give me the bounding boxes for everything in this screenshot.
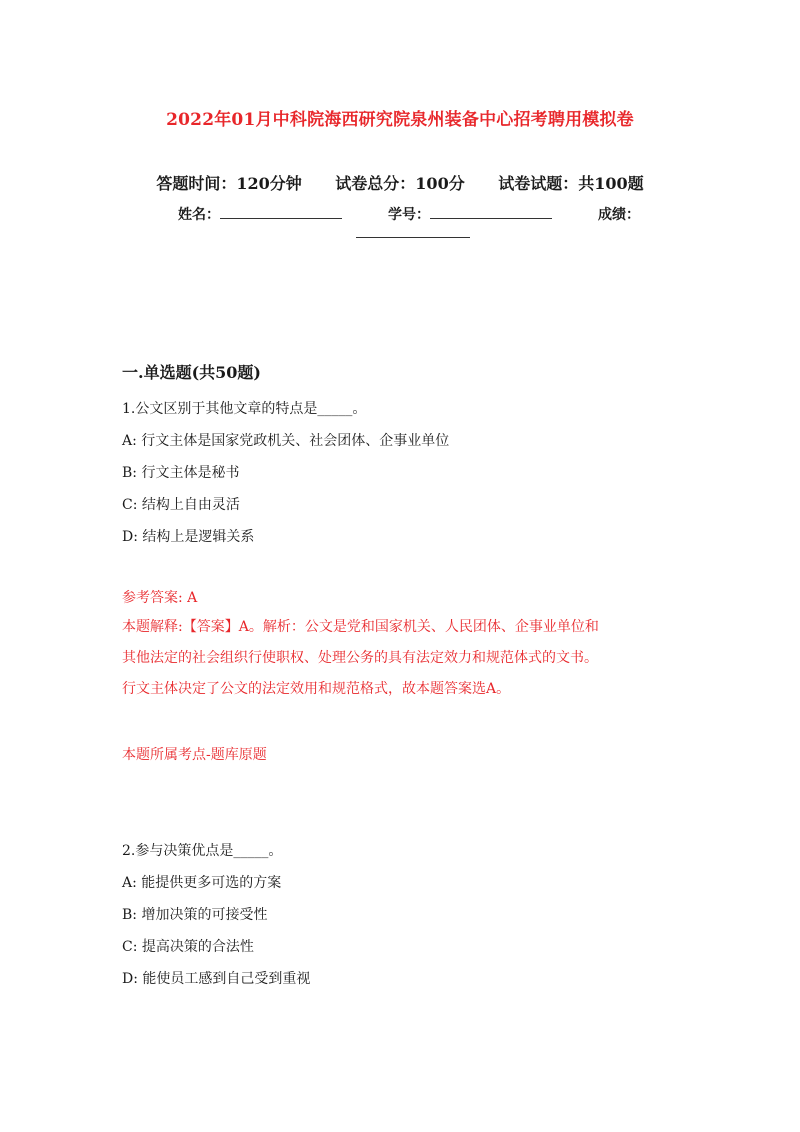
explanation-line: 本题解释:【答案】A。解析：公文是党和国家机关、人民团体、企事业单位和: [122, 619, 599, 635]
reference-answer: 参考答案: A: [122, 590, 198, 606]
option-a: A: 能提供更多可选的方案: [122, 875, 282, 891]
page-title: 2022年01月中科院海西研究院泉州装备中心招考聘用模拟卷: [166, 110, 634, 130]
option-a: A: 行文主体是国家党政机关、社会团体、企事业单位: [122, 433, 450, 449]
topic-tag: 本题所属考点-题库原题: [122, 747, 267, 763]
option-b: B: 增加决策的可接受性: [122, 907, 268, 923]
option-c: C: 结构上自由灵活: [122, 497, 240, 513]
question-stem: 1.公文区别于其他文章的特点是_____。: [122, 401, 367, 417]
name-label: 姓名：: [178, 207, 220, 223]
explanation-line: 其他法定的社会组织行使职权、处理公务的具有法定效力和规范体式的文书。: [122, 650, 598, 666]
exam-time: 答题时间：120分钟: [156, 174, 302, 193]
score-label: 成绩：: [598, 207, 640, 223]
option-b: B: 行文主体是秘书: [122, 465, 240, 481]
exam-meta: [0, 171, 800, 194]
option-c: C: 提高决策的合法性: [122, 939, 254, 955]
explanation-line: 行文主体决定了公文的法定效用和规范格式，故本题答案选A。: [122, 681, 511, 697]
question-stem: 2.参与决策优点是_____。: [122, 843, 283, 859]
name-blank[interactable]: [220, 204, 342, 219]
answer-explanation: [122, 612, 682, 705]
id-blank[interactable]: [430, 204, 552, 219]
section-heading: 一.单选题(共50题): [122, 363, 261, 382]
id-label: 学号：: [388, 207, 430, 223]
option-d: D: 能使员工感到自己受到重视: [122, 971, 311, 987]
exam-question-count: 试卷试题：共100题: [498, 174, 644, 193]
score-field: [598, 204, 640, 224]
option-d: D: 结构上是逻辑关系: [122, 529, 255, 545]
id-field: [388, 204, 552, 224]
score-blank[interactable]: [356, 237, 470, 238]
exam-total-score: 试卷总分：100分: [335, 174, 465, 193]
name-field: [178, 204, 342, 224]
